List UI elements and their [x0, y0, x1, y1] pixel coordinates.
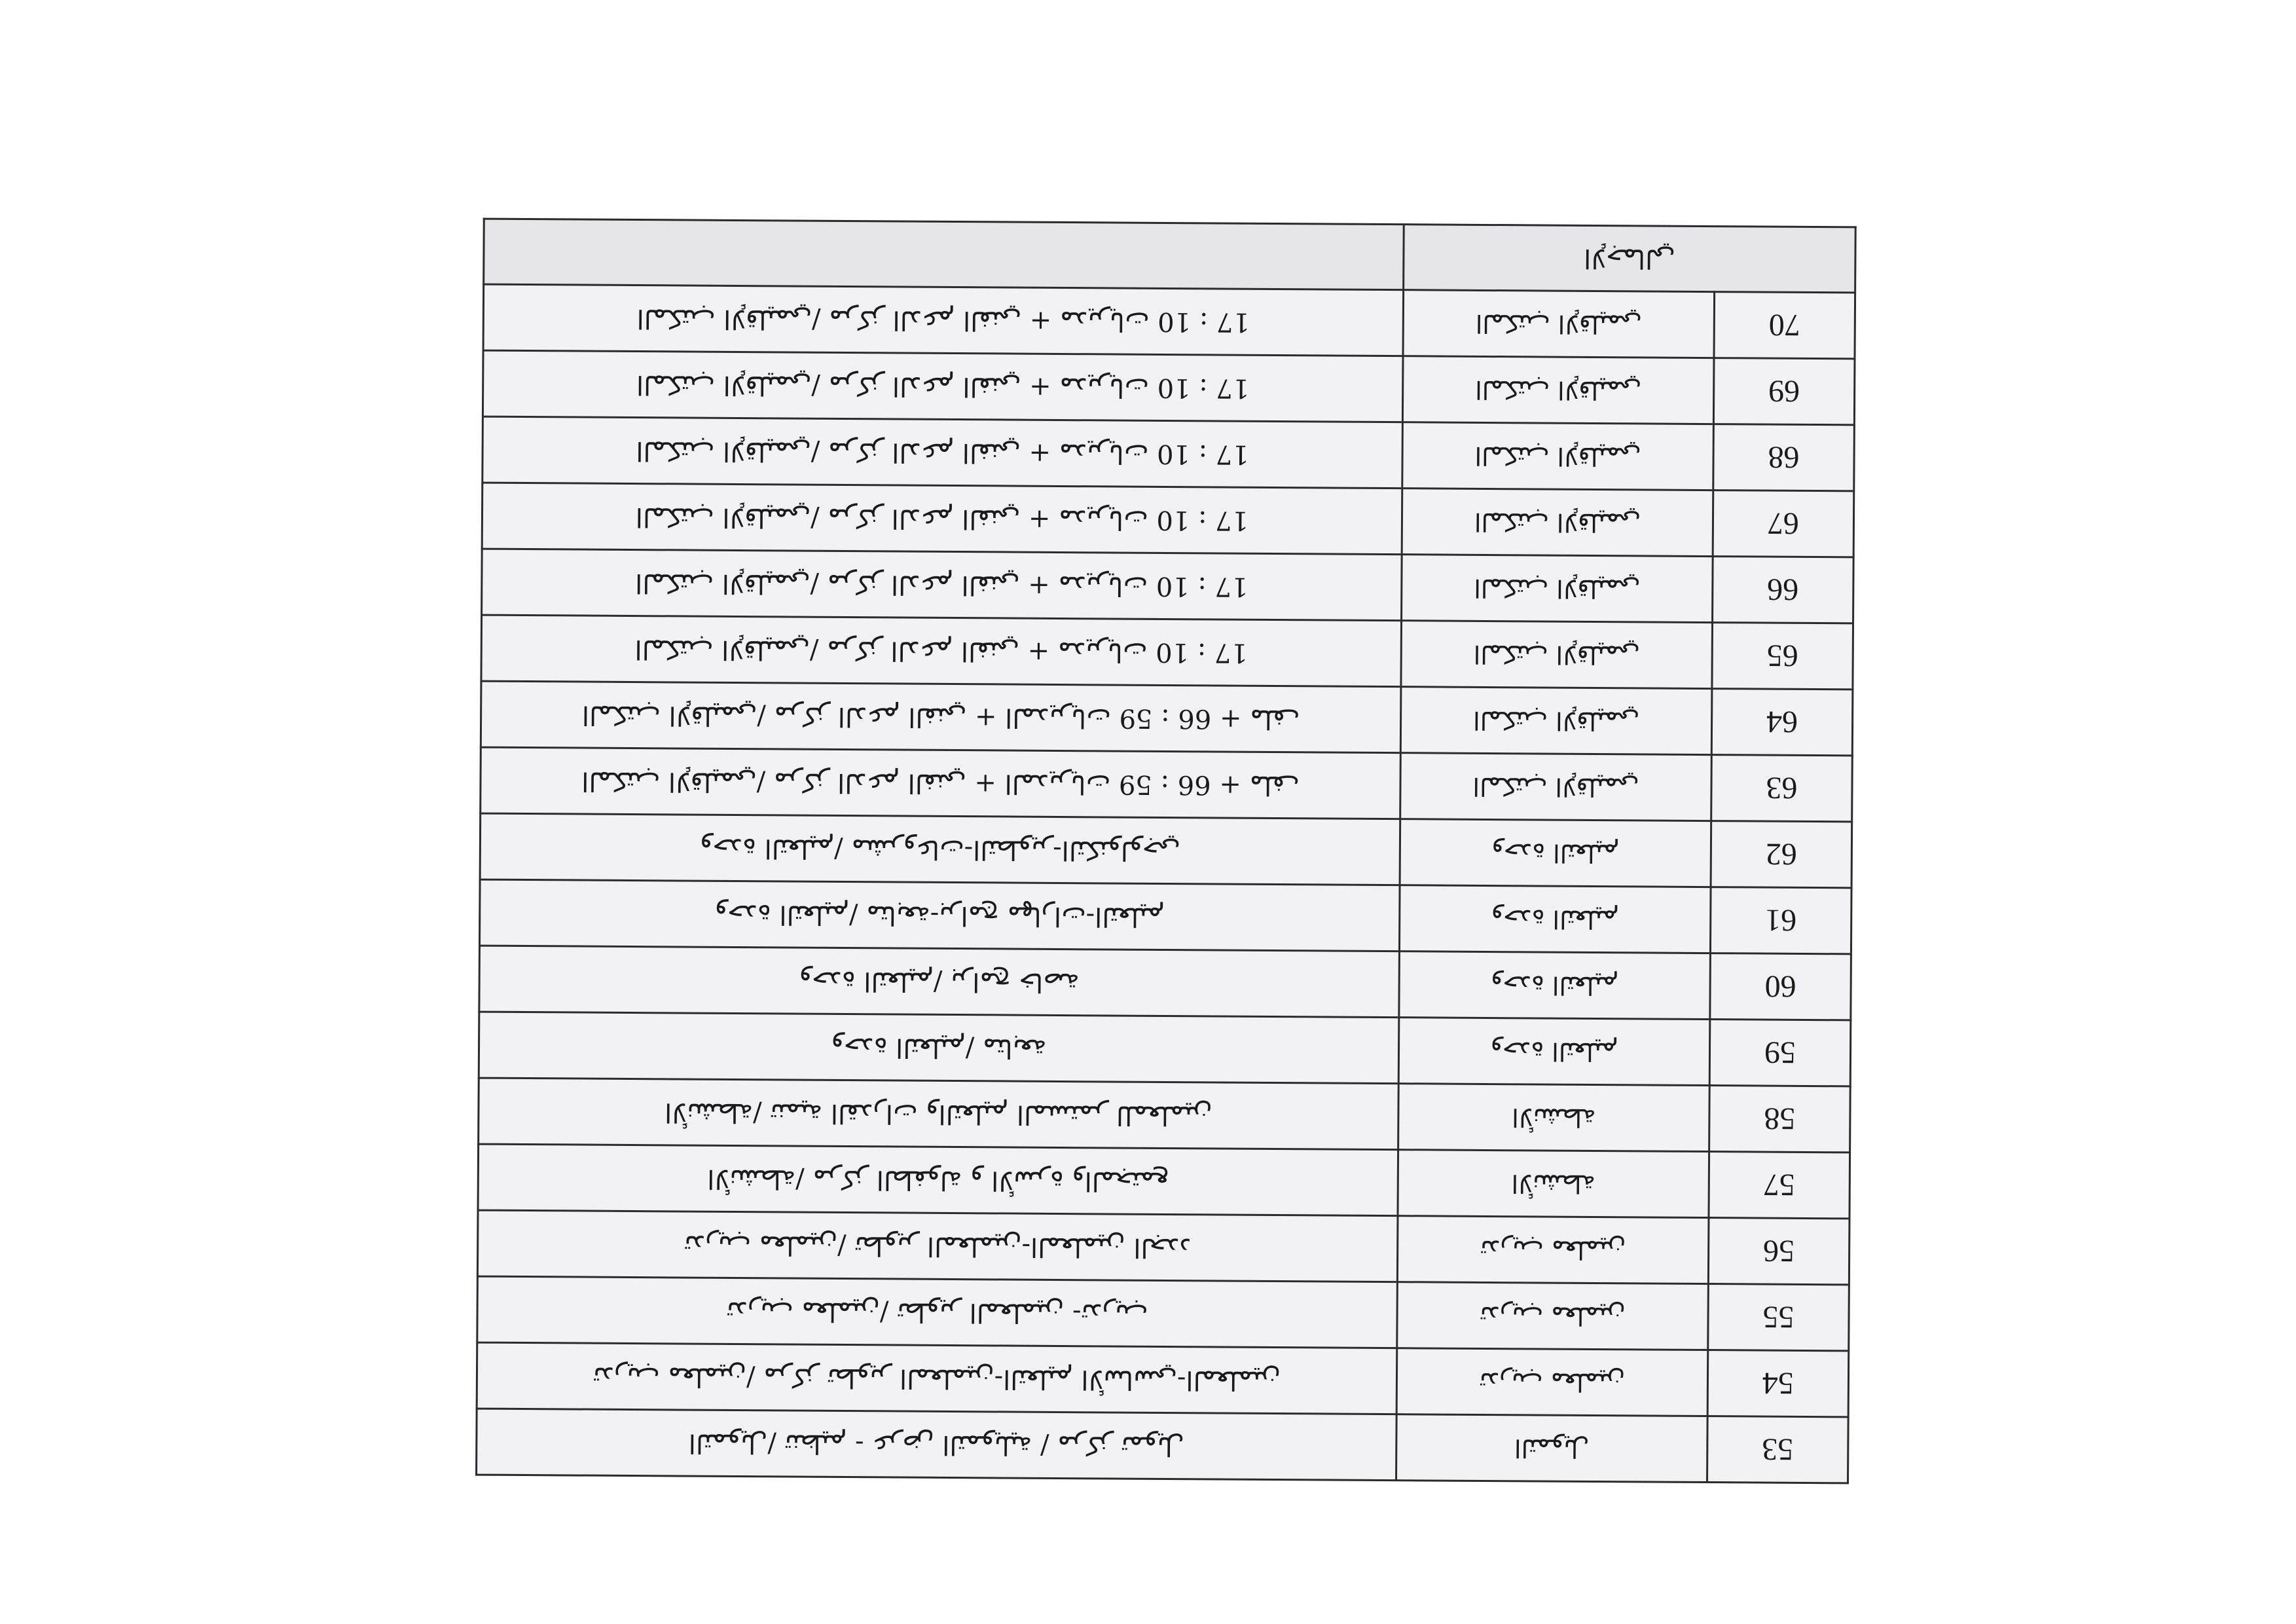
row-category: المكتب الإقليمي: [1402, 489, 1713, 557]
row-description: الأنشطة/ تنمية القدرات والتعليم المستمر للمعلمين: [479, 1078, 1399, 1150]
table-row: [481, 615, 1853, 690]
table-row: [479, 946, 1851, 1020]
table-row: [477, 1210, 1850, 1285]
table-row: [479, 1012, 1851, 1086]
row-number: 70: [1714, 292, 1855, 359]
row-category: المكتب الإقليمي: [1402, 422, 1714, 490]
row-category: المكتب الإقليمي: [1400, 753, 1712, 821]
table-header-row: [484, 219, 1856, 293]
row-number: 63: [1711, 755, 1853, 822]
row-number: 54: [1707, 1350, 1849, 1417]
row-description: وحدة التعليم/ متابعة: [479, 1012, 1399, 1084]
row-description: تدريب معلمين/ تطوير المعلمين -تدريب: [477, 1276, 1398, 1348]
row-description: المكتب الإقليمي/ مركز الدعم الفني + مديريات 10 : 17: [482, 549, 1402, 621]
table-wrapper: [477, 193, 1857, 1485]
data-table: [475, 218, 1857, 1485]
row-category: وحدة التعليم: [1400, 819, 1711, 887]
row-number: 66: [1713, 557, 1854, 623]
row-description: تدريب معلمين/ مركز تطوير المعلمين-التعليم الأساسي-المعلمين: [477, 1342, 1397, 1414]
row-category: المكتب الإقليمي: [1402, 356, 1714, 424]
row-number: 53: [1707, 1416, 1849, 1483]
row-category: وحدة التعليم: [1398, 1018, 1710, 1086]
table-body: [477, 219, 1856, 1483]
row-number: 56: [1708, 1218, 1850, 1285]
row-description: المكتب الإقليمي/ مركز الدعم الفني + مديريات 10 : 17: [481, 615, 1402, 687]
row-number: 69: [1713, 358, 1855, 425]
row-category: وحدة التعليم: [1399, 885, 1711, 953]
row-number: 67: [1713, 490, 1854, 557]
row-category: تدريب معلمين: [1397, 1216, 1709, 1284]
row-number: 60: [1710, 953, 1851, 1020]
row-category: المكتب الإقليمي: [1401, 621, 1713, 689]
table-row: [482, 549, 1854, 623]
table-row: [481, 747, 1853, 822]
row-category: تدريب معلمين: [1397, 1282, 1709, 1350]
table-row: [479, 1078, 1851, 1153]
table-row: [480, 813, 1852, 888]
row-description: المكتب الإقليمي/ مركز الدعم الفني + مديريات 10 : 17: [482, 483, 1402, 555]
row-description: المكتب الإقليمي/ مركز الدعم الفني + مديريات 10 : 17: [483, 416, 1403, 489]
table-row: [483, 284, 1855, 359]
row-description: التمويل/ تنظيم - عرض التمويلية / مركز تمويل: [477, 1409, 1397, 1481]
header-empty-cell: [484, 219, 1404, 290]
row-description: المكتب الإقليمي/ مركز الدعم الفني + مديريات 10 : 17: [483, 284, 1404, 356]
row-description: وحدة التعليم/ برامج خاصة: [479, 946, 1400, 1018]
table-row: [481, 681, 1853, 756]
row-category: التمويل: [1396, 1414, 1708, 1483]
row-number: 57: [1709, 1152, 1850, 1219]
row-description: وحدة التعليم/ مشروعات-التطوير-التكنولوجي: [480, 813, 1400, 885]
table-row: [482, 483, 1854, 557]
row-description: وحدة التعليم/ متابعة-برامج مهارات-التعليم: [479, 879, 1400, 951]
row-category: تدريب معلمين: [1396, 1348, 1708, 1416]
row-description: تدريب معلمين/ تطوير المعلمين-المعلمين الجدد: [477, 1210, 1398, 1282]
row-category: المكتب الإقليمي: [1402, 555, 1713, 623]
row-description: المكتب الإقليمي/ مركز الدعم الفني + المديريات 59 : 66 + ملف: [481, 681, 1401, 753]
row-category: الأنشطة: [1398, 1084, 1710, 1152]
table-row: [483, 416, 1855, 491]
row-description: الأنشطة/ مركز الطفولة و الأسرة والمجتمع: [478, 1144, 1398, 1216]
table-row: [478, 1144, 1850, 1219]
row-category: المكتب الإقليمي: [1400, 687, 1712, 755]
row-category: الأنشطة: [1398, 1150, 1709, 1218]
row-description: المكتب الإقليمي/ مركز الدعم الفني + مديريات 10 : 17: [483, 350, 1403, 422]
row-category: المكتب الإقليمي: [1403, 290, 1715, 358]
row-category: وحدة التعليم: [1399, 951, 1711, 1020]
row-number: 58: [1709, 1086, 1851, 1153]
row-number: 65: [1712, 623, 1853, 690]
table-row: [477, 1342, 1849, 1417]
row-number: 68: [1713, 424, 1855, 491]
table-row: [477, 1276, 1850, 1351]
table-row: [483, 350, 1855, 425]
table-row: [479, 879, 1851, 954]
row-number: 62: [1711, 821, 1852, 888]
row-number: 64: [1711, 689, 1853, 756]
row-number: 61: [1710, 887, 1851, 954]
header-total-label: الإجمالي: [1404, 225, 1856, 293]
row-number: 55: [1708, 1284, 1850, 1351]
row-description: المكتب الإقليمي/ مركز الدعم الفني + المديريات 59 : 66 + ملف: [481, 747, 1401, 819]
table-row: [477, 1409, 1849, 1483]
row-number: 59: [1709, 1020, 1851, 1086]
